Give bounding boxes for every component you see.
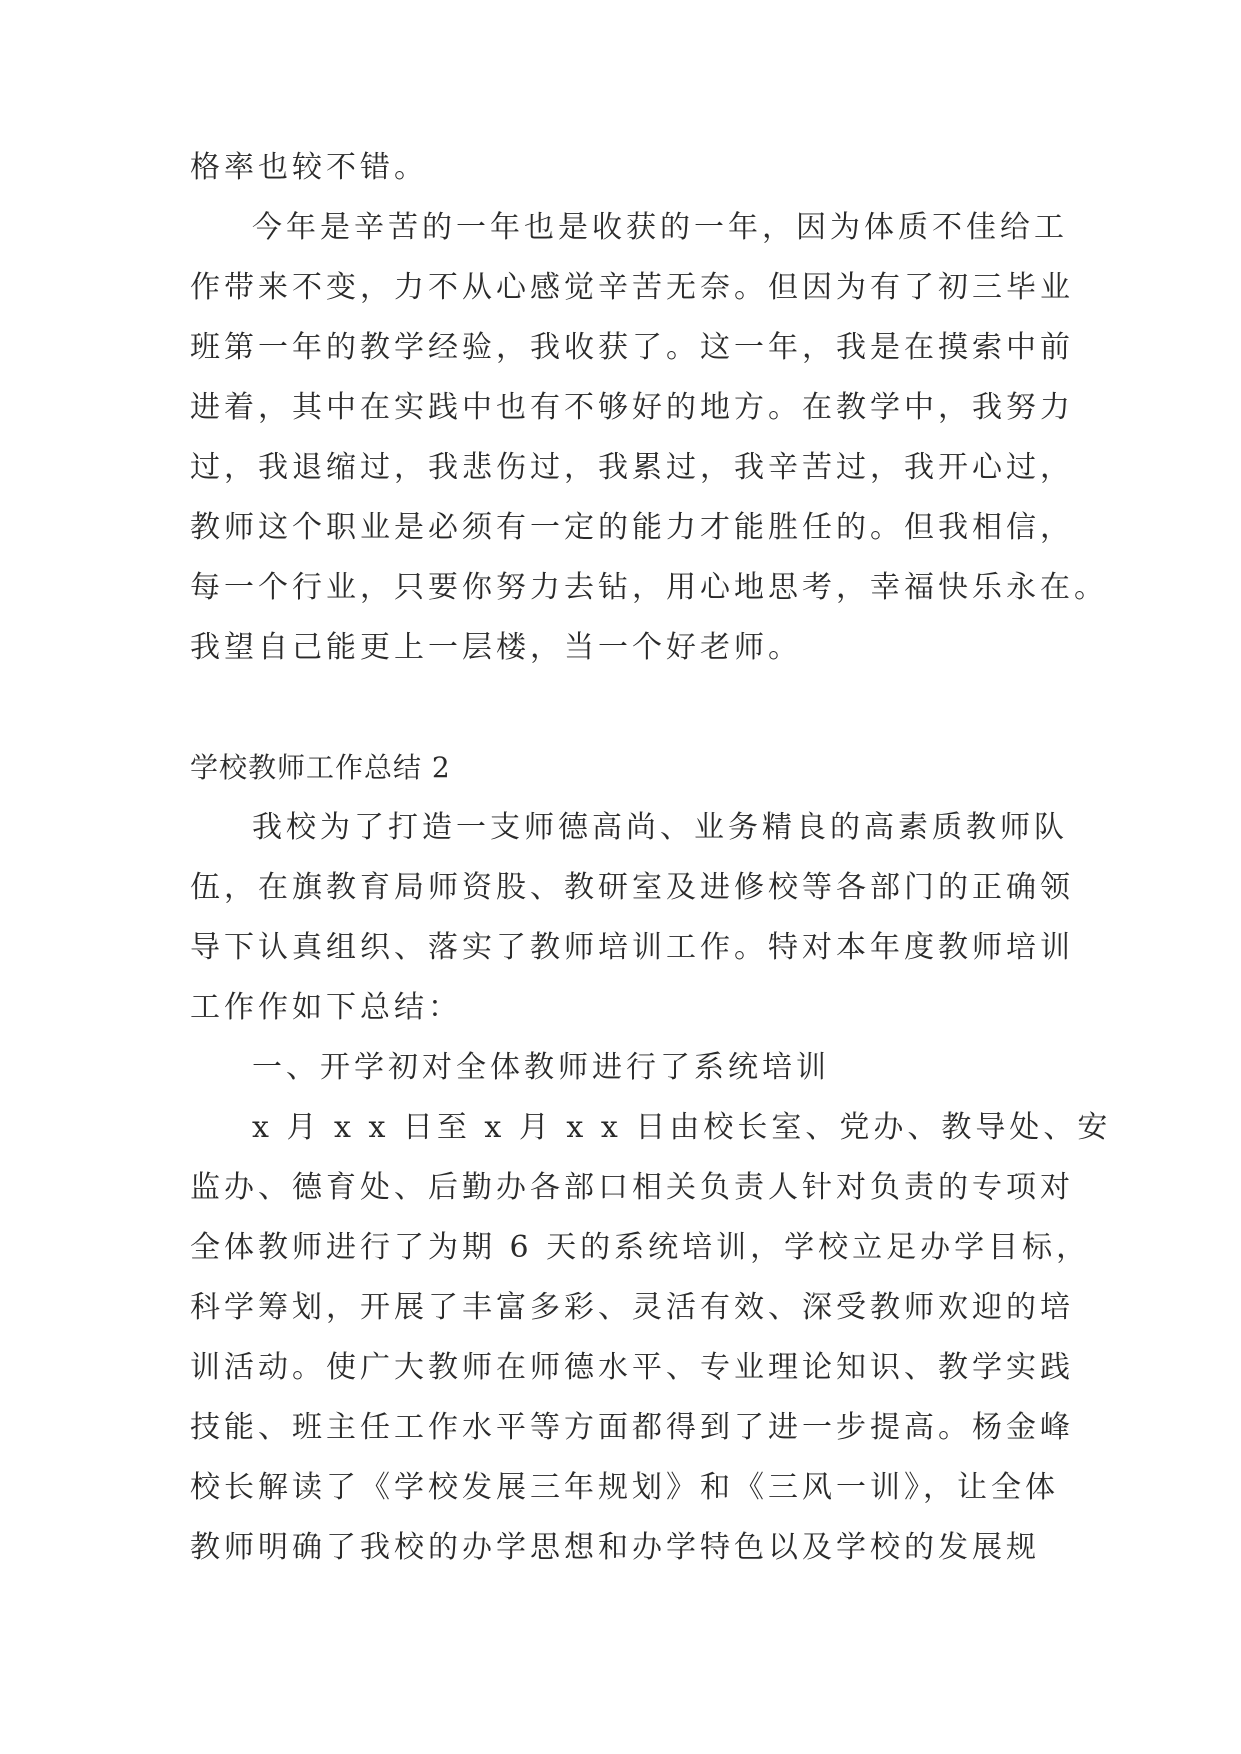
text-line: 作带来不变，力不从心感觉辛苦无奈。但因为有了初三毕业 — [190, 270, 1074, 305]
text-line: 伍，在旗教育局师资股、教研室及进修校等各部门的正确领 — [190, 870, 1074, 905]
text-line: 全体教师进行了为期 6 天的系统培训，学校立足办学目标， — [190, 1230, 1091, 1265]
text-line: 监办、德育处、后勤办各部口相关负责人针对负责的专项对 — [190, 1170, 1074, 1205]
text-line: 教师这个职业是必须有一定的能力才能胜任的。但我相信， — [190, 510, 1074, 545]
paragraph-first-line: x 月 x x 日至 x 月 x x 日由校长室、党办、教导处、安 — [252, 1110, 1112, 1145]
text-line: 我望自己能更上一层楼，当一个好老师。 — [190, 630, 802, 665]
text-line: 科学筹划，开展了丰富多彩、灵活有效、深受教师欢迎的培 — [190, 1290, 1074, 1325]
text-line: 班第一年的教学经验，我收获了。这一年，我是在摸索中前 — [190, 330, 1074, 365]
text-line: 导下认真组织、落实了教师培训工作。特对本年度教师培训 — [190, 930, 1074, 965]
text-line: 进着，其中在实践中也有不够好的地方。在教学中，我努力 — [190, 390, 1074, 425]
text-line: 格率也较不错。 — [190, 150, 428, 185]
text-line: 校长解读了《学校发展三年规划》和《三风一训》，让全体 — [190, 1470, 1059, 1505]
text-line: 训活动。使广大教师在师德水平、专业理论知识、教学实践 — [190, 1350, 1074, 1385]
text-line: 工作作如下总结： — [190, 990, 462, 1025]
text-line: 技能、班主任工作水平等方面都得到了进一步提高。杨金峰 — [190, 1410, 1074, 1445]
text-line: 过，我退缩过，我悲伤过，我累过，我辛苦过，我开心过， — [190, 450, 1074, 485]
paragraph-first-line: 我校为了打造一支师德高尚、业务精良的高素质教师队 — [252, 810, 1068, 845]
paragraph-first-line: 今年是辛苦的一年也是收获的一年，因为体质不佳给工 — [252, 210, 1068, 245]
subsection-heading: 一、开学初对全体教师进行了系统培训 — [252, 1050, 830, 1085]
text-line: 教师明确了我校的办学思想和办学特色以及学校的发展规 — [190, 1530, 1040, 1565]
section-heading: 学校教师工作总结 2 — [190, 751, 451, 784]
text-line: 每一个行业，只要你努力去钻，用心地思考，幸福快乐永在。 — [190, 570, 1108, 605]
